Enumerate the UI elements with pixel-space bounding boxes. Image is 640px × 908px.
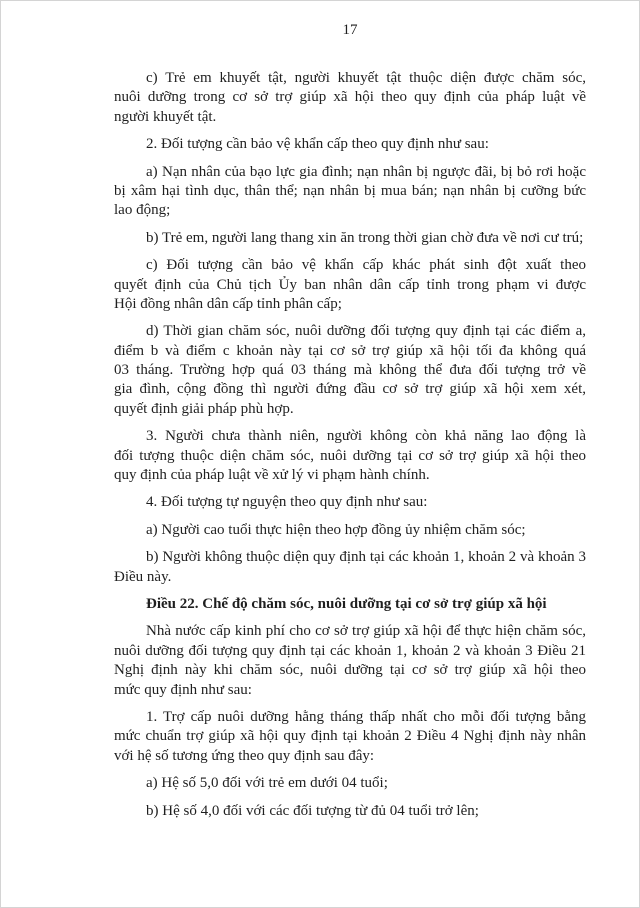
text-line: quyết định giải pháp phù hợp. bbox=[114, 400, 294, 417]
text-line: mức quy định như sau: bbox=[114, 681, 252, 698]
text-line: 4. Đối tượng tự nguyện theo quy định như sau: bbox=[146, 494, 428, 511]
paragraph-clause-2-point-d bbox=[114, 322, 586, 419]
text-line: mức chuẩn trợ giúp xã hội quy định tại khoản 2 Điều 4 Nghị định này nhân bbox=[114, 728, 586, 745]
text-line: a) Người cao tuổi thực hiện theo hợp đồng ủy nhiệm chăm sóc; bbox=[146, 521, 526, 538]
paragraph-clause-2-point-c bbox=[114, 256, 586, 314]
text-line: điểm b và điểm c khoản này tại cơ sở trợ giúp xã hội tối đa không quá bbox=[114, 342, 586, 359]
text-line: người khuyết tật. bbox=[114, 108, 217, 125]
paragraph-article-22-clause-1 bbox=[114, 708, 586, 766]
text-line: b) Hệ số 4,0 đối với các đối tượng từ đủ 04 tuổi trở lên; bbox=[146, 802, 479, 819]
paragraph-clause-2-point-b bbox=[114, 229, 586, 248]
text-line: c) Đối tượng cần bảo vệ khẩn cấp khác phát sinh đột xuất theo bbox=[146, 257, 586, 274]
text-line: Hội đồng nhân dân cấp tỉnh phân cấp; bbox=[114, 295, 342, 312]
paragraph-clause-4-point-b bbox=[114, 548, 586, 587]
paragraph-point-c-disabled-persons bbox=[114, 69, 586, 127]
text-line: Điều này. bbox=[114, 568, 172, 585]
text-line: 03 tháng. Trường hợp quá 03 tháng mà không thể đưa đối tượng trở về bbox=[114, 362, 586, 379]
text-line: Nhà nước cấp kinh phí cho cơ sở trợ giúp xã hội để thực hiện chăm sóc, bbox=[146, 623, 586, 640]
text-line: nuôi dưỡng trong cơ sở trợ giúp xã hội theo quy định của pháp luật về bbox=[114, 89, 586, 106]
text-line: quy định của pháp luật về xử lý vi phạm hành chính. bbox=[114, 467, 430, 484]
paragraph-article-22-clause-1-point-a bbox=[114, 774, 586, 793]
text-line: a) Nạn nhân của bạo lực gia đình; nạn nhân bị ngược đãi, bị bỏ rơi hoặc bbox=[146, 163, 586, 180]
paragraph-clause-2-point-a bbox=[114, 163, 586, 221]
paragraph-clause-2 bbox=[114, 135, 586, 154]
text-line: đối tượng thuộc diện chăm sóc, nuôi dưỡng tại cơ sở trợ giúp xã hội theo bbox=[114, 447, 586, 464]
text-line: c) Trẻ em khuyết tật, người khuyết tật thuộc diện được chăm sóc, bbox=[146, 70, 586, 86]
text-line: Nghị định này khi chăm sóc, nuôi dưỡng tại cơ sở trợ giúp xã hội theo bbox=[114, 662, 586, 679]
text-line: 1. Trợ cấp nuôi dưỡng hằng tháng thấp nhất cho mỗi đối tượng bằng bbox=[146, 708, 586, 725]
text-line: quyết định của Chủ tịch Ủy ban nhân dân cấp tỉnh trong phạm vi được bbox=[114, 276, 586, 293]
paragraph-article-22-intro bbox=[114, 622, 586, 700]
text-line: b) Người không thuộc diện quy định tại các khoản 1, khoản 2 và khoản 3 bbox=[146, 549, 586, 566]
paragraph-clause-3 bbox=[114, 427, 586, 485]
text-line: d) Thời gian chăm sóc, nuôi dưỡng đối tượng quy định tại các điểm a, bbox=[146, 323, 586, 340]
text-line: b) Trẻ em, người lang thang xin ăn trong thời gian chờ đưa về nơi cư trú; bbox=[146, 229, 584, 246]
text-line: nuôi dưỡng đối tượng quy định tại các khoản 1, khoản 2 và khoản 3 Điều 21 bbox=[114, 642, 586, 659]
text-line: 2. Đối tượng cần bảo vệ khẩn cấp theo quy định như sau: bbox=[146, 136, 489, 153]
text-line: lao động; bbox=[114, 202, 171, 219]
text-line: 3. Người chưa thành niên, người không còn khả năng lao động là bbox=[146, 428, 586, 445]
text-line: bị xâm hại tình dục, thân thể; nạn nhân bị mua bán; nạn nhân bị cưỡng bức bbox=[114, 182, 586, 199]
text-line: với hệ số tương ứng theo quy định sau đây: bbox=[114, 747, 375, 764]
paragraph-clause-4-point-a bbox=[114, 521, 586, 540]
page-content bbox=[114, 69, 586, 829]
article-22-heading: Điều 22. Chế độ chăm sóc, nuôi dưỡng tại cơ sở trợ giúp xã hội bbox=[146, 595, 547, 612]
paragraph-article-22-clause-1-point-b bbox=[114, 802, 586, 821]
text-line: gia đình, cộng đồng thì người đứng đầu cơ sở trợ giúp xã hội xem xét, bbox=[114, 381, 586, 398]
page-number: 17 bbox=[342, 22, 358, 38]
article-22-heading-block bbox=[114, 595, 586, 614]
text-line: a) Hệ số 5,0 đối với trẻ em dưới 04 tuổi; bbox=[146, 775, 388, 792]
paragraph-clause-4 bbox=[114, 493, 586, 512]
